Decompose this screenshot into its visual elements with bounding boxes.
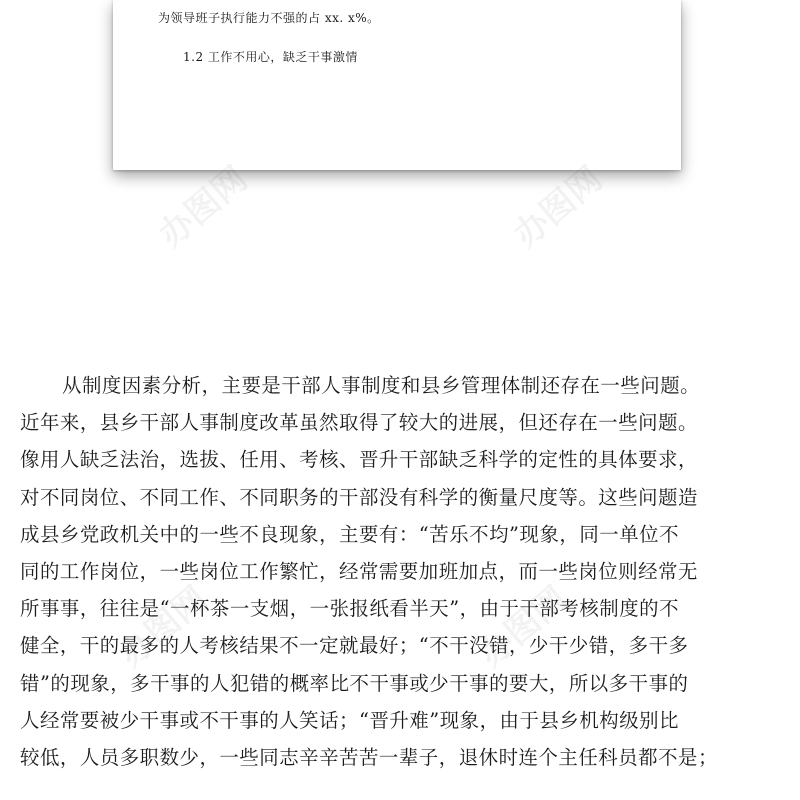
paragraph-line: 像用人缺乏法治，选拔、任用、考核、晋升干部缺乏科学的定性的具体要求， — [20, 448, 698, 472]
watermark: 办图网 — [506, 159, 611, 256]
paragraph-line: 健全，干的最多的人考核结果不一定就最好；“不干没错，少干少错，多干多 — [20, 634, 689, 658]
document-page-preview — [113, 0, 681, 170]
paragraph-line: 从制度因素分析，主要是干部人事制度和县乡管理体制还存在一些问题。 — [62, 374, 701, 397]
paragraph-line: 同的工作岗位，一些岗位工作繁忙，经常需要加班加点，而一些岗位则经常无 — [20, 559, 698, 583]
paragraph-line: 所事事，往往是“一杯茶一支烟，一张报纸看半天”，由于干部考核制度的不 — [20, 597, 680, 621]
paragraph-line: 较低，人员多职数少，一些同志辛辛苦苦一辈子，退休时连个主任科员都不是； — [20, 745, 718, 769]
paragraph-line: 对不同岗位、不同工作、不同职务的干部没有科学的衡量尺度等。这些问题造 — [20, 485, 698, 509]
paragraph-line: 人经常要被少干事或不干事的人笑话；“晋升难”现象，由于县乡机构级别比 — [20, 708, 680, 732]
body-paragraph — [20, 367, 780, 776]
preview-text-line: 为领导班子执行能力不强的占 xx. x%。 — [158, 11, 380, 25]
paragraph-line: 近年来，县乡干部人事制度改革虽然取得了较大的进展，但还存在一些问题。 — [20, 411, 698, 435]
paragraph-line: 错”的现象，多干事的人犯错的概率比不干事或少干事的要大，所以多干事的 — [20, 671, 689, 695]
watermark: 办图网 — [471, 579, 576, 676]
watermark: 办图网 — [111, 579, 216, 676]
paragraph-line: 成县乡党政机关中的一些不良现象，主要有：“苦乐不均”现象，同一单位不 — [20, 522, 680, 546]
preview-section-heading: 1.2 工作不用心，缺乏干事激情 — [183, 50, 358, 64]
watermark: 办图网 — [151, 159, 256, 256]
